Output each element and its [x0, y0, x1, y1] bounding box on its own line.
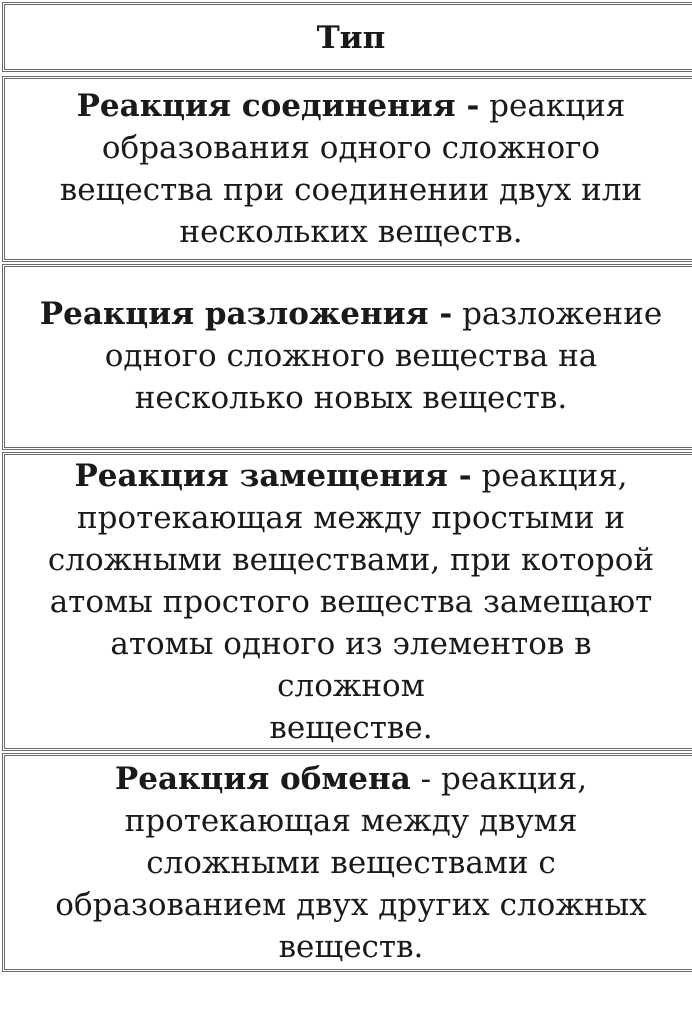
table-row-combination — [2, 76, 692, 262]
reaction-term: Реакция замещения - — [74, 458, 472, 494]
row-first-line — [5, 85, 692, 127]
table-row-decomposition — [2, 264, 692, 450]
definition-line: протекающая между двумя — [124, 803, 578, 839]
definition-line: образования одного сложного — [101, 130, 601, 166]
table-row-substitution — [2, 452, 692, 751]
definition-line: веществе. — [269, 710, 433, 746]
definition-line: реакция — [479, 88, 626, 124]
row-first-line — [5, 293, 692, 335]
definition-line: одного сложного вещества на — [104, 338, 598, 374]
row-text — [5, 455, 692, 749]
table-header-title: Тип — [316, 20, 386, 56]
definition-line: несколько новых веществ. — [134, 380, 568, 416]
definition-line: реакция, — [471, 458, 628, 494]
reaction-term: Реакция соединения - — [76, 88, 480, 124]
row-text — [5, 293, 692, 419]
definition-line: атомы одного из элементов в — [110, 626, 592, 662]
row-text — [5, 85, 692, 253]
row-first-line — [5, 758, 692, 800]
table-header-cell — [2, 2, 692, 72]
definition-line: вещества при соединении двух или — [59, 172, 643, 208]
definition-line: разложение — [452, 296, 663, 332]
definition-line: веществ. — [278, 929, 424, 965]
reaction-term: Реакция разложения - — [39, 296, 453, 332]
definition-line: - реакция, — [410, 761, 588, 797]
reaction-term: Реакция обмена — [114, 761, 411, 797]
definition-line: протекающая между простыми и — [76, 500, 626, 536]
definition-line: сложными веществами, при которой — [47, 542, 655, 578]
definition-line: сложными веществами с — [146, 845, 556, 881]
definition-line: атомы простого вещества замещают — [49, 584, 653, 620]
definition-line: образованием двух других сложных — [55, 887, 647, 923]
definition-line: сложном — [277, 668, 425, 704]
row-first-line — [5, 455, 692, 497]
row-text — [5, 758, 692, 968]
definition-line: нескольких веществ. — [179, 214, 523, 250]
table-row-exchange — [2, 753, 692, 972]
